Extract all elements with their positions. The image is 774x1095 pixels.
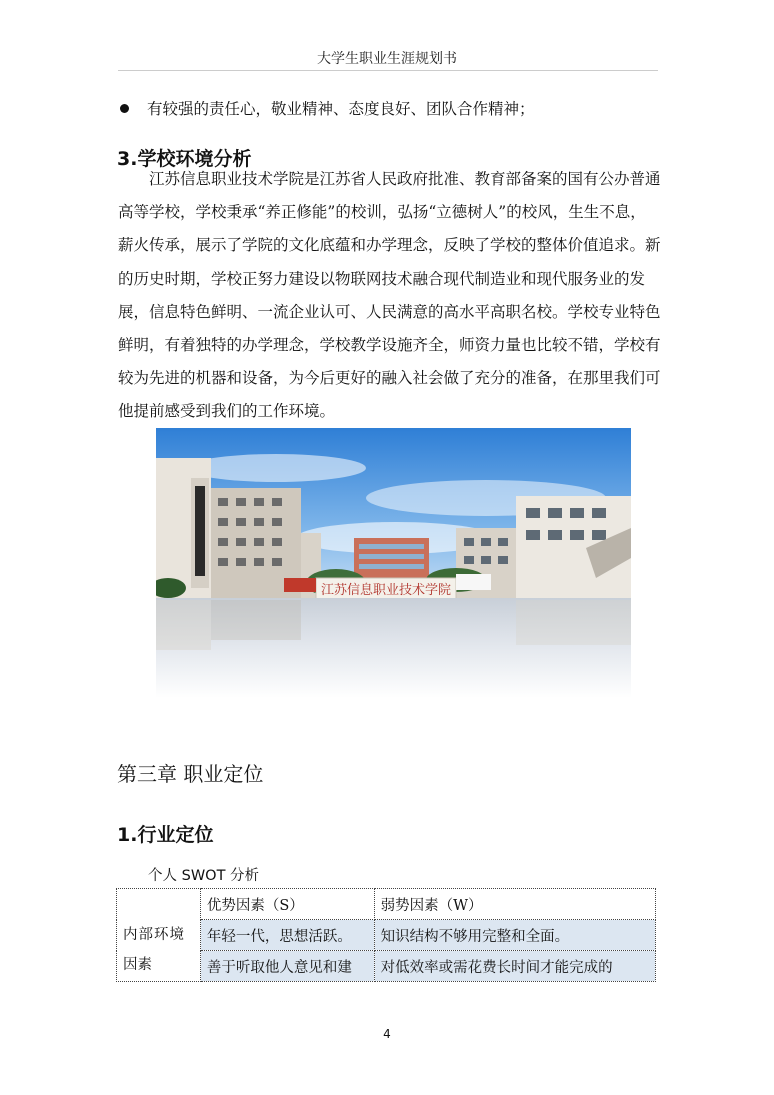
weakness-cell: 对低效率或需花费长时间才能完成的 [374,951,655,982]
strength-cell: 年轻一代，思想活跃。 [200,920,374,951]
paragraph-line: 他提前感受到我们的工作环境。 [118,402,336,421]
paragraph-line: 展，信息特色鲜明、一流企业认可、人民满意的高水平高职名校。学校专业特色 [118,302,661,321]
paragraph-line: 的历史时期，学校正努力建设以物联网技术融合现代制造业和现代服务业的发 [118,269,646,288]
swot-table [116,888,656,982]
bullet-dot-icon [120,104,129,113]
photo-sign-text: 江苏信息职业技术学院 [320,583,452,598]
paragraph-line: 鲜明，有着独特的办学理念，学校教学设施齐全，师资力量也比较不错，学校有 [118,336,661,355]
swot-caption: 个人 SWOT 分析 [148,868,260,884]
chapter-title: 第三章 职业定位 [117,762,264,786]
paragraph-line: 较为先进的机器和设备，为今后更好的融入社会做了充分的准备，在那里我们可 [118,369,661,388]
paragraph-line: 江苏信息职业技术学院是江苏省人民政府批准、教育部备案的国有公办普通 [118,170,661,188]
section-heading-industry: 1.行业定位 [117,824,214,846]
strength-cell: 善于听取他人意见和建 [200,951,374,982]
page-number: 4 [383,1027,391,1041]
header-divider [118,70,658,71]
row-header-line: 因素 [123,957,152,973]
weakness-cell: 知识结构不够用完整和全面。 [374,920,655,951]
strength-header: 优势因素（S） [200,889,374,920]
section-heading-school: 3.学校环境分析 [117,148,252,170]
paragraph-line: 高等学校，学校秉承“养正修能”的校训，弘扬“立德树人”的校风，生生不息， [118,203,646,222]
weakness-header: 弱势因素（W） [374,889,655,920]
school-paragraph [118,163,661,429]
row-header-line: 内部环境 [123,927,185,943]
page-header: 大学生职业生涯规划书 [317,51,457,67]
bullet-item [118,97,535,119]
campus-photo [156,428,631,698]
bullet-text: 有较强的责任心，敬业精神、态度良好、团队合作精神； [147,100,535,118]
paragraph-line: 薪火传承，展示了学院的文化底蕴和办学理念，反映了学校的整体价值追求。新 [118,236,661,255]
row-header-cell [117,889,201,982]
table-row [117,889,656,920]
